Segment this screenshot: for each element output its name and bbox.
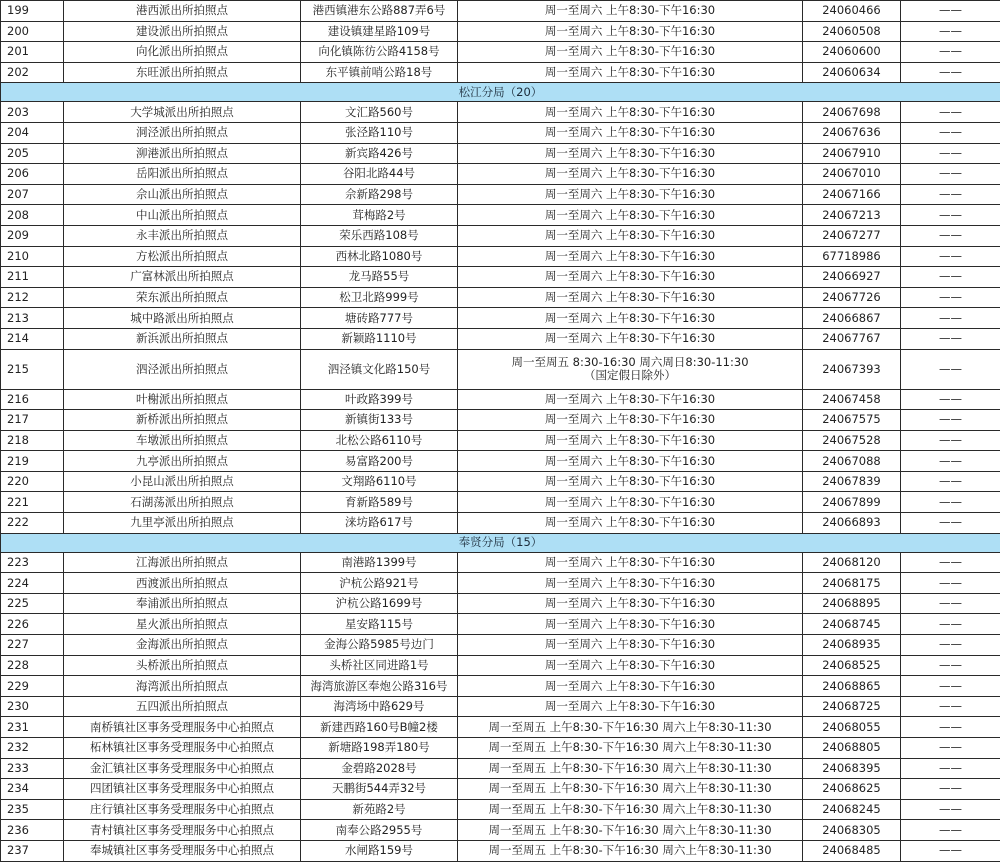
cell-address: 天鹏街544弄32号 bbox=[301, 779, 458, 800]
cell-phone: 24060508 bbox=[803, 21, 901, 42]
cell-phone: 24068935 bbox=[803, 635, 901, 656]
table-row bbox=[1, 1, 1000, 22]
cell-address: 海湾场中路629号 bbox=[301, 696, 458, 717]
cell-address: 港西镇港东公路887弄6号 bbox=[301, 1, 458, 22]
cell-note: —— bbox=[901, 267, 1000, 288]
cell-address: 新建西路160号B幢2楼 bbox=[301, 717, 458, 738]
cell-hours: 周一至周六 上午8:30-下午16:30 bbox=[458, 308, 803, 329]
cell-hours: 周一至周五 上午8:30-下午16:30 周六上午8:30-11:30 bbox=[458, 820, 803, 841]
cell-phone: 24067910 bbox=[803, 143, 901, 164]
cell-number: 222 bbox=[1, 513, 64, 534]
table-row bbox=[1, 246, 1000, 267]
cell-note: —— bbox=[901, 349, 1000, 389]
table-row bbox=[1, 593, 1000, 614]
cell-hours: 周一至周六 上午8:30-下午16:30 bbox=[458, 62, 803, 83]
cell-address: 新宾路426号 bbox=[301, 143, 458, 164]
cell-location-name: 大学城派出所拍照点 bbox=[64, 102, 301, 123]
table-row bbox=[1, 655, 1000, 676]
cell-number: 200 bbox=[1, 21, 64, 42]
cell-phone: 24067767 bbox=[803, 328, 901, 349]
cell-note: —— bbox=[901, 696, 1000, 717]
cell-address: 金海公路5985号边门 bbox=[301, 635, 458, 656]
section-header-fengxian bbox=[1, 533, 1000, 552]
cell-location-name: 东旺派出所拍照点 bbox=[64, 62, 301, 83]
cell-number: 228 bbox=[1, 655, 64, 676]
cell-note: —— bbox=[901, 164, 1000, 185]
cell-number: 225 bbox=[1, 593, 64, 614]
cell-number: 206 bbox=[1, 164, 64, 185]
cell-location-name: 金海派出所拍照点 bbox=[64, 635, 301, 656]
table-row bbox=[1, 143, 1000, 164]
cell-note: —— bbox=[901, 308, 1000, 329]
cell-location-name: 西渡派出所拍照点 bbox=[64, 573, 301, 594]
cell-address: 文翔路6110号 bbox=[301, 471, 458, 492]
cell-address: 金碧路2028号 bbox=[301, 758, 458, 779]
cell-hours: 周一至周五 上午8:30-下午16:30 周六上午8:30-11:30 bbox=[458, 738, 803, 759]
table-row bbox=[1, 552, 1000, 573]
cell-note: —— bbox=[901, 62, 1000, 83]
cell-hours: 周一至周六 上午8:30-下午16:30 bbox=[458, 451, 803, 472]
table-row bbox=[1, 696, 1000, 717]
table-row bbox=[1, 820, 1000, 841]
cell-number: 199 bbox=[1, 1, 64, 22]
cell-phone: 24066927 bbox=[803, 267, 901, 288]
cell-location-name: 青村镇社区事务受理服务中心拍照点 bbox=[64, 820, 301, 841]
cell-hours: 周一至周六 上午8:30-下午16:30 bbox=[458, 102, 803, 123]
cell-address: 荣乐西路108号 bbox=[301, 225, 458, 246]
cell-note: —— bbox=[901, 410, 1000, 431]
cell-hours: 周一至周六 上午8:30-下午16:30 bbox=[458, 593, 803, 614]
table-row bbox=[1, 471, 1000, 492]
cell-location-name: 石湖荡派出所拍照点 bbox=[64, 492, 301, 513]
cell-phone: 24066867 bbox=[803, 308, 901, 329]
table-row bbox=[1, 164, 1000, 185]
cell-hours: 周一至周六 上午8:30-下午16:30 bbox=[458, 573, 803, 594]
cell-address: 沪杭公路1699号 bbox=[301, 593, 458, 614]
cell-hours: 周一至周六 上午8:30-下午16:30 bbox=[458, 143, 803, 164]
cell-location-name: 洞泾派出所拍照点 bbox=[64, 122, 301, 143]
cell-number: 230 bbox=[1, 696, 64, 717]
table-row bbox=[1, 328, 1000, 349]
cell-note: —— bbox=[901, 21, 1000, 42]
cell-number: 202 bbox=[1, 62, 64, 83]
cell-note: —— bbox=[901, 389, 1000, 410]
cell-number: 224 bbox=[1, 573, 64, 594]
cell-location-name: 奉浦派出所拍照点 bbox=[64, 593, 301, 614]
cell-phone: 24068120 bbox=[803, 552, 901, 573]
cell-phone: 24060466 bbox=[803, 1, 901, 22]
cell-number: 232 bbox=[1, 738, 64, 759]
cell-location-name: 荣东派出所拍照点 bbox=[64, 287, 301, 308]
cell-number: 208 bbox=[1, 205, 64, 226]
cell-address: 头桥社区同进路1号 bbox=[301, 655, 458, 676]
cell-location-name: 泗泾派出所拍照点 bbox=[64, 349, 301, 389]
table-row bbox=[1, 21, 1000, 42]
cell-number: 214 bbox=[1, 328, 64, 349]
cell-note: —— bbox=[901, 451, 1000, 472]
cell-number: 231 bbox=[1, 717, 64, 738]
table-row bbox=[1, 349, 1000, 389]
cell-phone: 24068305 bbox=[803, 820, 901, 841]
cell-hours: 周一至周六 上午8:30-下午16:30 bbox=[458, 1, 803, 22]
cell-hours: 周一至周六 上午8:30-下午16:30 bbox=[458, 42, 803, 63]
cell-number: 220 bbox=[1, 471, 64, 492]
cell-hours: 周一至周六 上午8:30-下午16:30 bbox=[458, 471, 803, 492]
cell-phone: 24067088 bbox=[803, 451, 901, 472]
cell-number: 236 bbox=[1, 820, 64, 841]
cell-phone: 24067899 bbox=[803, 492, 901, 513]
cell-number: 213 bbox=[1, 308, 64, 329]
cell-phone: 24068055 bbox=[803, 717, 901, 738]
cell-hours: 周一至周六 上午8:30-下午16:30 bbox=[458, 267, 803, 288]
cell-hours: 周一至周六 上午8:30-下午16:30 bbox=[458, 676, 803, 697]
cell-note: —— bbox=[901, 42, 1000, 63]
cell-note: —— bbox=[901, 820, 1000, 841]
table-row bbox=[1, 410, 1000, 431]
cell-note: —— bbox=[901, 471, 1000, 492]
cell-number: 218 bbox=[1, 430, 64, 451]
cell-location-name: 庄行镇社区事务受理服务中心拍照点 bbox=[64, 799, 301, 820]
cell-note: —— bbox=[901, 593, 1000, 614]
cell-number: 203 bbox=[1, 102, 64, 123]
cell-address: 星安路115号 bbox=[301, 614, 458, 635]
table-row bbox=[1, 451, 1000, 472]
cell-note: —— bbox=[901, 758, 1000, 779]
cell-address: 文汇路560号 bbox=[301, 102, 458, 123]
table-row bbox=[1, 614, 1000, 635]
cell-note: —— bbox=[901, 205, 1000, 226]
cell-note: —— bbox=[901, 143, 1000, 164]
cell-note: —— bbox=[901, 1, 1000, 22]
table-row bbox=[1, 62, 1000, 83]
cell-note: —— bbox=[901, 840, 1000, 861]
cell-hours: 周一至周六 上午8:30-下午16:30 bbox=[458, 513, 803, 534]
table-row bbox=[1, 779, 1000, 800]
table-row bbox=[1, 840, 1000, 861]
cell-phone: 24068725 bbox=[803, 696, 901, 717]
cell-location-name: 建设派出所拍照点 bbox=[64, 21, 301, 42]
cell-hours: 周一至周六 上午8:30-下午16:30 bbox=[458, 635, 803, 656]
cell-location-name: 四团镇社区事务受理服务中心拍照点 bbox=[64, 779, 301, 800]
cell-number: 207 bbox=[1, 184, 64, 205]
table-row bbox=[1, 389, 1000, 410]
cell-address: 水闸路159号 bbox=[301, 840, 458, 861]
cell-number: 204 bbox=[1, 122, 64, 143]
cell-note: —— bbox=[901, 225, 1000, 246]
cell-location-name: 城中路派出所拍照点 bbox=[64, 308, 301, 329]
cell-number: 219 bbox=[1, 451, 64, 472]
cell-phone: 24067839 bbox=[803, 471, 901, 492]
cell-number: 209 bbox=[1, 225, 64, 246]
cell-address: 建设镇建星路109号 bbox=[301, 21, 458, 42]
cell-phone: 24068895 bbox=[803, 593, 901, 614]
cell-location-name: 南桥镇社区事务受理服务中心拍照点 bbox=[64, 717, 301, 738]
cell-hours: 周一至周六 上午8:30-下午16:30 bbox=[458, 430, 803, 451]
cell-phone: 24067636 bbox=[803, 122, 901, 143]
table-row bbox=[1, 738, 1000, 759]
cell-hours: 周一至周六 上午8:30-下午16:30 bbox=[458, 492, 803, 513]
cell-phone: 24060600 bbox=[803, 42, 901, 63]
cell-number: 201 bbox=[1, 42, 64, 63]
cell-hours: 周一至周六 上午8:30-下午16:30 bbox=[458, 225, 803, 246]
cell-location-name: 永丰派出所拍照点 bbox=[64, 225, 301, 246]
cell-note: —— bbox=[901, 552, 1000, 573]
cell-hours: 周一至周六 上午8:30-下午16:30 bbox=[458, 287, 803, 308]
cell-note: —— bbox=[901, 184, 1000, 205]
cell-hours: 周一至周六 上午8:30-下午16:30 bbox=[458, 184, 803, 205]
table-row bbox=[1, 635, 1000, 656]
cell-phone: 24068245 bbox=[803, 799, 901, 820]
cell-location-name: 广富林派出所拍照点 bbox=[64, 267, 301, 288]
table-row bbox=[1, 287, 1000, 308]
table-row bbox=[1, 492, 1000, 513]
table-row bbox=[1, 717, 1000, 738]
cell-address: 涞坊路617号 bbox=[301, 513, 458, 534]
cell-location-name: 港西派出所拍照点 bbox=[64, 1, 301, 22]
table-row bbox=[1, 205, 1000, 226]
cell-address: 东平镇前哨公路18号 bbox=[301, 62, 458, 83]
cell-note: —— bbox=[901, 246, 1000, 267]
cell-location-name: 奉城镇社区事务受理服务中心拍照点 bbox=[64, 840, 301, 861]
table-row bbox=[1, 122, 1000, 143]
cell-phone: 24067575 bbox=[803, 410, 901, 431]
cell-location-name: 小昆山派出所拍照点 bbox=[64, 471, 301, 492]
cell-number: 210 bbox=[1, 246, 64, 267]
cell-address: 龙马路55号 bbox=[301, 267, 458, 288]
cell-hours: 周一至周六 上午8:30-下午16:30 bbox=[458, 655, 803, 676]
cell-location-name: 新浜派出所拍照点 bbox=[64, 328, 301, 349]
cell-note: —— bbox=[901, 614, 1000, 635]
section-title: 奉贤分局（15） bbox=[1, 533, 1000, 552]
cell-hours: 周一至周五 上午8:30-下午16:30 周六上午8:30-11:30 bbox=[458, 717, 803, 738]
cell-phone: 24060634 bbox=[803, 62, 901, 83]
cell-address: 叶政路399号 bbox=[301, 389, 458, 410]
cell-hours: 周一至周六 上午8:30-下午16:30 bbox=[458, 696, 803, 717]
section-title: 松江分局（20） bbox=[1, 83, 1000, 102]
cell-phone: 24067458 bbox=[803, 389, 901, 410]
cell-number: 216 bbox=[1, 389, 64, 410]
cell-note: —— bbox=[901, 655, 1000, 676]
cell-location-name: 车墩派出所拍照点 bbox=[64, 430, 301, 451]
cell-location-name: 金汇镇社区事务受理服务中心拍照点 bbox=[64, 758, 301, 779]
table-row bbox=[1, 225, 1000, 246]
table-row bbox=[1, 758, 1000, 779]
cell-address: 海湾旅游区奉炮公路316号 bbox=[301, 676, 458, 697]
table-row bbox=[1, 799, 1000, 820]
cell-phone: 24067393 bbox=[803, 349, 901, 389]
table-body bbox=[1, 1, 1000, 862]
cell-location-name: 九里亭派出所拍照点 bbox=[64, 513, 301, 534]
cell-hours: 周一至周六 上午8:30-下午16:30 bbox=[458, 246, 803, 267]
cell-note: —— bbox=[901, 328, 1000, 349]
cell-note: —— bbox=[901, 287, 1000, 308]
cell-address: 新镇街133号 bbox=[301, 410, 458, 431]
cell-address: 茸梅路2号 bbox=[301, 205, 458, 226]
cell-address: 张泾路110号 bbox=[301, 122, 458, 143]
table-row bbox=[1, 184, 1000, 205]
cell-number: 212 bbox=[1, 287, 64, 308]
cell-note: —— bbox=[901, 676, 1000, 697]
cell-address: 谷阳北路44号 bbox=[301, 164, 458, 185]
cell-phone: 24068865 bbox=[803, 676, 901, 697]
cell-phone: 24067277 bbox=[803, 225, 901, 246]
cell-address: 易富路200号 bbox=[301, 451, 458, 472]
cell-number: 235 bbox=[1, 799, 64, 820]
cell-hours: 周一至周六 上午8:30-下午16:30 bbox=[458, 164, 803, 185]
cell-number: 221 bbox=[1, 492, 64, 513]
cell-hours: 周一至周六 上午8:30-下午16:30 bbox=[458, 389, 803, 410]
cell-location-name: 泖港派出所拍照点 bbox=[64, 143, 301, 164]
hours-line-1: 周一至周五 8:30-16:30 周六周日8:30-11:30 bbox=[511, 355, 749, 369]
cell-number: 217 bbox=[1, 410, 64, 431]
cell-address: 向化镇陈彷公路4158号 bbox=[301, 42, 458, 63]
table-row bbox=[1, 430, 1000, 451]
cell-location-name: 向化派出所拍照点 bbox=[64, 42, 301, 63]
cell-phone: 24068625 bbox=[803, 779, 901, 800]
cell-number: 234 bbox=[1, 779, 64, 800]
cell-note: —— bbox=[901, 430, 1000, 451]
cell-hours: 周一至周五 上午8:30-下午16:30 周六上午8:30-11:30 bbox=[458, 779, 803, 800]
cell-note: —— bbox=[901, 122, 1000, 143]
table-row bbox=[1, 676, 1000, 697]
cell-hours: 周一至周六 上午8:30-下午16:30 bbox=[458, 328, 803, 349]
cell-location-name: 柘林镇社区事务受理服务中心拍照点 bbox=[64, 738, 301, 759]
cell-hours: 周一至周六 上午8:30-下午16:30 bbox=[458, 614, 803, 635]
cell-phone: 67718986 bbox=[803, 246, 901, 267]
cell-address: 松卫北路999号 bbox=[301, 287, 458, 308]
cell-address: 北松公路6110号 bbox=[301, 430, 458, 451]
cell-location-name: 岳阳派出所拍照点 bbox=[64, 164, 301, 185]
cell-phone: 24068525 bbox=[803, 655, 901, 676]
cell-phone: 24067698 bbox=[803, 102, 901, 123]
cell-phone: 24067726 bbox=[803, 287, 901, 308]
cell-number: 215 bbox=[1, 349, 64, 389]
cell-location-name: 江海派出所拍照点 bbox=[64, 552, 301, 573]
cell-location-name: 叶榭派出所拍照点 bbox=[64, 389, 301, 410]
cell-address: 新塘路198弄180号 bbox=[301, 738, 458, 759]
cell-hours: 周一至周五 上午8:30-下午16:30 周六上午8:30-11:30 bbox=[458, 799, 803, 820]
cell-phone: 24067213 bbox=[803, 205, 901, 226]
table-row bbox=[1, 513, 1000, 534]
cell-note: —— bbox=[901, 102, 1000, 123]
cell-address: 佘新路298号 bbox=[301, 184, 458, 205]
cell-phone: 24068395 bbox=[803, 758, 901, 779]
cell-hours: 周一至周六 上午8:30-下午16:30 bbox=[458, 122, 803, 143]
cell-note: —— bbox=[901, 573, 1000, 594]
cell-address: 南港路1399号 bbox=[301, 552, 458, 573]
cell-hours bbox=[458, 349, 803, 389]
table-row bbox=[1, 308, 1000, 329]
cell-note: —— bbox=[901, 738, 1000, 759]
table-row bbox=[1, 573, 1000, 594]
cell-hours: 周一至周五 上午8:30-下午16:30 周六上午8:30-11:30 bbox=[458, 840, 803, 861]
cell-note: —— bbox=[901, 635, 1000, 656]
cell-note: —— bbox=[901, 513, 1000, 534]
cell-location-name: 头桥派出所拍照点 bbox=[64, 655, 301, 676]
cell-phone: 24068805 bbox=[803, 738, 901, 759]
cell-address: 南奉公路2955号 bbox=[301, 820, 458, 841]
cell-address: 沪杭公路921号 bbox=[301, 573, 458, 594]
cell-number: 229 bbox=[1, 676, 64, 697]
cell-number: 226 bbox=[1, 614, 64, 635]
hours-line-2: （国定假日除外） bbox=[584, 368, 676, 382]
cell-hours: 周一至周六 上午8:30-下午16:30 bbox=[458, 205, 803, 226]
cell-address: 新颖路1110号 bbox=[301, 328, 458, 349]
cell-location-name: 九亭派出所拍照点 bbox=[64, 451, 301, 472]
section-header-songjiang bbox=[1, 83, 1000, 102]
cell-location-name: 佘山派出所拍照点 bbox=[64, 184, 301, 205]
cell-number: 205 bbox=[1, 143, 64, 164]
cell-address: 泗泾镇文化路150号 bbox=[301, 349, 458, 389]
cell-location-name: 五四派出所拍照点 bbox=[64, 696, 301, 717]
cell-location-name: 中山派出所拍照点 bbox=[64, 205, 301, 226]
cell-phone: 24066893 bbox=[803, 513, 901, 534]
cell-note: —— bbox=[901, 779, 1000, 800]
cell-location-name: 海湾派出所拍照点 bbox=[64, 676, 301, 697]
cell-address: 新苑路2号 bbox=[301, 799, 458, 820]
cell-note: —— bbox=[901, 492, 1000, 513]
cell-location-name: 星火派出所拍照点 bbox=[64, 614, 301, 635]
cell-address: 育新路589号 bbox=[301, 492, 458, 513]
cell-number: 237 bbox=[1, 840, 64, 861]
table-row bbox=[1, 102, 1000, 123]
cell-address: 塘砖路777号 bbox=[301, 308, 458, 329]
cell-location-name: 方松派出所拍照点 bbox=[64, 246, 301, 267]
cell-phone: 24068175 bbox=[803, 573, 901, 594]
cell-phone: 24067528 bbox=[803, 430, 901, 451]
cell-note: —— bbox=[901, 717, 1000, 738]
cell-hours: 周一至周六 上午8:30-下午16:30 bbox=[458, 410, 803, 431]
cell-phone: 24067166 bbox=[803, 184, 901, 205]
cell-phone: 24067010 bbox=[803, 164, 901, 185]
cell-number: 223 bbox=[1, 552, 64, 573]
cell-note: —— bbox=[901, 799, 1000, 820]
cell-phone: 24068745 bbox=[803, 614, 901, 635]
cell-number: 233 bbox=[1, 758, 64, 779]
cell-address: 西林北路1080号 bbox=[301, 246, 458, 267]
cell-hours: 周一至周六 上午8:30-下午16:30 bbox=[458, 21, 803, 42]
cell-location-name: 新桥派出所拍照点 bbox=[64, 410, 301, 431]
cell-hours: 周一至周六 上午8:30-下午16:30 bbox=[458, 552, 803, 573]
cell-number: 227 bbox=[1, 635, 64, 656]
table-row bbox=[1, 42, 1000, 63]
cell-hours: 周一至周五 上午8:30-下午16:30 周六上午8:30-11:30 bbox=[458, 758, 803, 779]
table-row bbox=[1, 267, 1000, 288]
cell-number: 211 bbox=[1, 267, 64, 288]
cell-phone: 24068485 bbox=[803, 840, 901, 861]
